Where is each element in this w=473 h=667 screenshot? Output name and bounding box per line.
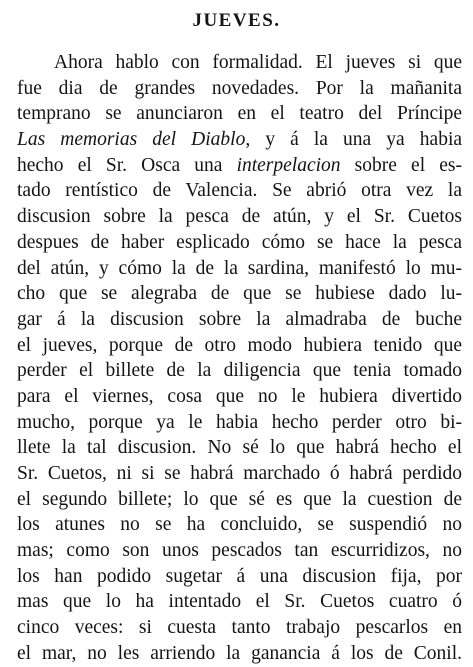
text-line: Ahora hablo con formalidad. El jueves si que bbox=[54, 52, 462, 73]
italic-title: Las memorias del Diablo bbox=[17, 129, 246, 151]
text-line bbox=[17, 127, 462, 153]
italic-term: interpelacion bbox=[236, 154, 341, 176]
text-line: los han podido sugetar á una discusion fija, por bbox=[17, 565, 462, 587]
section-heading: JUEVES. bbox=[192, 10, 281, 31]
text-line: el mar, no les arriendo la ganancia á los de Conil. bbox=[17, 642, 462, 664]
text-line: cho que se alegraba de que se hubiese dado lu- bbox=[17, 283, 462, 305]
line-text: hecho el Sr. Osca una bbox=[17, 154, 237, 176]
text-line: el jueves, porque de otro modo hubiera tenido que bbox=[17, 334, 462, 356]
text-line: temprano se anunciaron en el teatro del Príncipe bbox=[17, 103, 462, 125]
text-line: llete la tal discusion. No sé lo que habrá hecho el bbox=[17, 437, 462, 459]
text-line: del atún, y cómo la de la sardina, manifestó lo mu- bbox=[17, 257, 462, 279]
text-line: discusion sobre la pesca de atún, y el Sr. Cuetos bbox=[17, 206, 462, 228]
text-line: cinco veces: si cuesta tanto trabajo pescarlos en bbox=[17, 617, 462, 639]
text-line: mucho, porque ya le habia hecho perder otro bi- bbox=[17, 411, 462, 433]
text-line: mas; como son unos pescados tan escurridizos, no bbox=[17, 540, 462, 562]
text-line: tado rentístico de Valencia. Se abrió otra vez la bbox=[17, 180, 462, 202]
text-line: perder el billete de la diligencia que tenia tomado bbox=[17, 360, 462, 382]
text-line: gar á la discusion sobre la almadraba de buche bbox=[17, 308, 462, 330]
body-paragraph bbox=[17, 50, 462, 667]
text-line: Sr. Cuetos, ni si se habrá marchado ó habrá perdido bbox=[17, 463, 462, 484]
text-line: el segundo billete; lo que sé es que la cuestion de bbox=[17, 488, 462, 510]
text-line bbox=[17, 153, 462, 179]
text-line: los atunes no se ha concluido, se suspendió no bbox=[17, 514, 462, 536]
text-line: mas que lo ha intentado el Sr. Cuetos cuatro ó bbox=[17, 591, 462, 613]
line-text: sobre el es- bbox=[340, 154, 462, 176]
line-text: , y á la una ya habia bbox=[245, 129, 462, 151]
text-line: para el viernes, cosa que no le hubiera divertido bbox=[17, 385, 462, 407]
text-line: fue dia de grandes novedades. Por la mañanita bbox=[17, 77, 462, 99]
text-line: despues de haber esplicado cómo se hace la pesca bbox=[17, 231, 462, 253]
